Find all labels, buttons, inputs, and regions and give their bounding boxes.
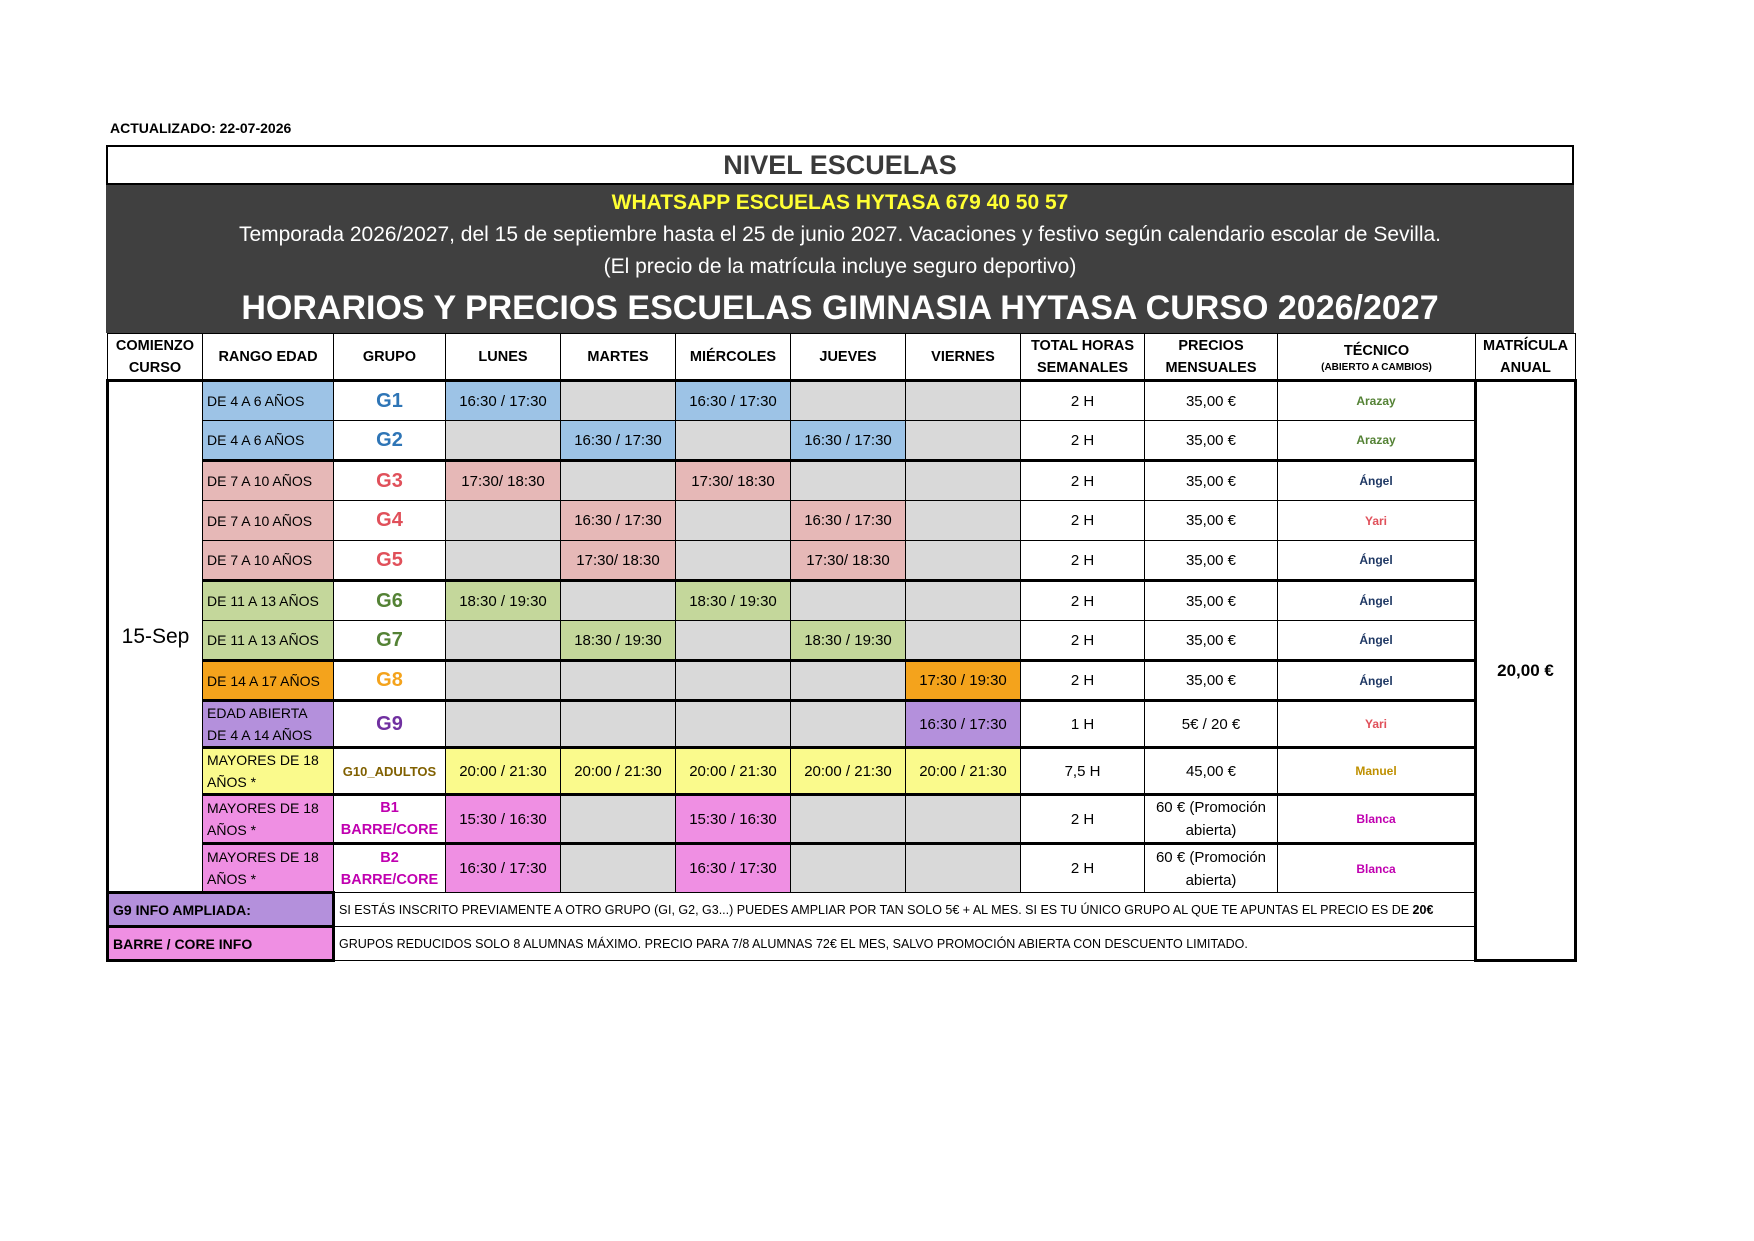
schedule-viernes: 17:30 / 19:30 [906,661,1021,701]
monthly-price [1145,381,1278,421]
schedule-lunes [446,621,561,661]
age-range [203,421,334,461]
schedule-martes: 16:30 / 17:30 [561,421,676,461]
weekly-hours: 2 H [1021,421,1145,461]
group-name [334,581,446,621]
line: 35,00 € [1185,512,1237,529]
table-row [108,581,1576,621]
monthly-price [1145,461,1278,501]
coach-name: Manuel [1278,748,1476,795]
info-text-body: GRUPOS REDUCIDOS SOLO 8 ALUMNAS MÁXIMO. PRECIO PARA 7/8 ALUMNAS 72€ EL MES, SALVO PROMOCIÓN ABIERTA CON DESCUENTO LIMITADO. [339,936,1248,951]
line: AÑOS * [207,774,257,790]
info-text-highlight: 20€ [1412,902,1434,917]
line: DE 7 A 10 AÑOS [207,473,313,489]
coach-name: Ángel [1278,581,1476,621]
monthly-price [1145,701,1278,748]
header-banner [106,185,1574,333]
table-row [108,461,1576,501]
schedule-miercoles: 16:30 / 17:30 [676,844,791,893]
weekly-hours: 2 H [1021,461,1145,501]
monthly-price [1145,748,1278,795]
schedule-lunes [446,541,561,581]
schedule-miercoles [676,621,791,661]
line: G3 [376,469,403,492]
schedule-miercoles [676,701,791,748]
line: MAYORES DE 18 [207,849,319,865]
weekly-hours: 7,5 H [1021,748,1145,795]
header-martes: MARTES [561,334,676,381]
age-range [203,541,334,581]
course-start-date: 15-Sep [108,381,203,893]
schedule-viernes: 16:30 / 17:30 [906,701,1021,748]
table-row [108,844,1576,893]
schedule-miercoles [676,661,791,701]
table-row [108,621,1576,661]
group-name [334,844,446,893]
line: 5€ / 20 € [1181,715,1241,733]
coach-name: Ángel [1278,621,1476,661]
schedule-lunes [446,701,561,748]
schedule-miercoles [676,421,791,461]
line: AÑOS * [207,871,257,887]
schedule-jueves [791,795,906,844]
schedule-lunes: 16:30 / 17:30 [446,381,561,421]
age-range [203,501,334,541]
header-jueves: JUEVES [791,334,906,381]
group-name [334,661,446,701]
weekly-hours: 2 H [1021,621,1145,661]
schedule-jueves: 20:00 / 21:30 [791,748,906,795]
whatsapp-contact: WHATSAPP ESCUELAS HYTASA 679 40 50 57 [611,191,1069,214]
group-name [334,501,446,541]
schedule-viernes [906,581,1021,621]
weekly-hours: 2 H [1021,381,1145,421]
header-lunes: LUNES [446,334,561,381]
schedule-miercoles: 15:30 / 16:30 [676,795,791,844]
schedule-jueves: 18:30 / 19:30 [791,621,906,661]
line: DE 4 A 6 AÑOS [207,432,305,448]
schedule-martes [561,581,676,621]
group-name [334,421,446,461]
monthly-price [1145,501,1278,541]
line: G2 [376,428,403,451]
monthly-price [1145,795,1278,844]
header-row [108,334,1576,381]
schedule-table [106,333,1577,962]
info-label: G9 INFO AMPLIADA: [108,893,334,927]
age-range [203,581,334,621]
schedule-lunes: 17:30/ 18:30 [446,461,561,501]
schedule-viernes [906,501,1021,541]
schedule-viernes: 20:00 / 21:30 [906,748,1021,795]
schedule-lunes [446,661,561,701]
age-range [203,461,334,501]
weekly-hours: 2 H [1021,581,1145,621]
line: BARRE/CORE [340,871,439,888]
info-row [108,927,1576,961]
enrollment-note: (El precio de la matrícula incluye seguro deportivo) [603,255,1077,278]
monthly-price [1145,844,1278,893]
group-name [334,795,446,844]
line: MAYORES DE 18 [207,800,319,816]
info-text [334,893,1476,927]
line: 35,00 € [1185,551,1237,569]
schedule-lunes [446,421,561,461]
schedule-martes: 16:30 / 17:30 [561,501,676,541]
coach-name: Ángel [1278,461,1476,501]
monthly-price [1145,541,1278,581]
line: G6 [376,589,403,612]
schedule-martes [561,381,676,421]
line: DE 7 A 10 AÑOS [207,512,313,529]
table-row [108,701,1576,748]
group-name [334,461,446,501]
schedule-miercoles [676,541,791,581]
coach-name: Ángel [1278,661,1476,701]
header-precios: PRECIOS MENSUALES [1145,334,1278,381]
monthly-price [1145,661,1278,701]
schedule-lunes [446,501,561,541]
schedule-viernes [906,421,1021,461]
line: BARRE/CORE [340,822,439,838]
schedule-martes [561,844,676,893]
schedule-jueves [791,844,906,893]
group-name [334,748,446,795]
table-row [108,421,1576,461]
group-name [334,541,446,581]
schedule-viernes [906,461,1021,501]
annual-enrollment-fee: 20,00 € [1476,381,1576,961]
header-tecnico-note: (ABIERTO A CAMBIOS) [1321,361,1432,373]
info-label: BARRE / CORE INFO [108,927,334,961]
weekly-hours: 2 H [1021,795,1145,844]
header-rango-edad: RANGO EDAD [203,334,334,381]
schedule-jueves: 16:30 / 17:30 [791,421,906,461]
schedule-miercoles: 20:00 / 21:30 [676,748,791,795]
line: G1 [376,389,403,412]
monthly-price [1145,421,1278,461]
schedule-viernes [906,844,1021,893]
schedule-viernes [906,621,1021,661]
age-range [203,381,334,421]
table-row [108,501,1576,541]
schedule-martes: 18:30 / 19:30 [561,621,676,661]
weekly-hours: 2 H [1021,844,1145,893]
line: G10_ADULTOS [342,763,437,779]
group-name [334,621,446,661]
line: 35,00 € [1185,392,1237,410]
line: 35,00 € [1185,472,1237,490]
weekly-hours: 2 H [1021,661,1145,701]
header-grupo: GRUPO [334,334,446,381]
line: 35,00 € [1185,631,1237,649]
table-row [108,795,1576,844]
schedule-viernes [906,795,1021,844]
schedule-martes [561,701,676,748]
info-text-body: SI ESTÁS INSCRITO PREVIAMENTE A OTRO GRUPO (GI, G2, G3...) PUEDES AMPLIAR POR TAN SOLO 5€ + AL MES. SI ES TU ÚNICO GRUPO AL QUE TE APUNTAS EL PRECIO ES DE [339,902,1413,917]
schedule-martes [561,661,676,701]
group-name [334,701,446,748]
schedule-martes: 17:30/ 18:30 [561,541,676,581]
table-row [108,541,1576,581]
line: G8 [376,669,403,691]
schedule-jueves [791,461,906,501]
schedule-martes [561,795,676,844]
schedule-lunes: 20:00 / 21:30 [446,748,561,795]
table-row [108,381,1576,421]
schedule-jueves [791,661,906,701]
schedule-martes [561,461,676,501]
coach-name: Arazay [1278,421,1476,461]
line: DE 11 A 13 AÑOS [207,593,319,609]
schedule-miercoles: 16:30 / 17:30 [676,381,791,421]
weekly-hours: 2 H [1021,501,1145,541]
coach-name: Ángel [1278,541,1476,581]
info-row [108,893,1576,927]
line: 60 € (Promoción [1155,848,1267,866]
line: AÑOS * [207,822,257,838]
age-range [203,795,334,844]
schedule-miercoles: 18:30 / 19:30 [676,581,791,621]
line: B1 [380,800,399,816]
header-total-horas: TOTAL HORAS SEMANALES [1021,334,1145,381]
schedule-viernes [906,541,1021,581]
header-comienzo: COMIENZO CURSO [108,334,203,381]
header-miercoles: MIÉRCOLES [676,334,791,381]
coach-name: Arazay [1278,381,1476,421]
schedule-jueves [791,581,906,621]
line: 35,00 € [1185,672,1237,689]
schedule-jueves: 17:30/ 18:30 [791,541,906,581]
schedule-jueves [791,701,906,748]
schedule-viernes [906,381,1021,421]
main-title: HORARIOS Y PRECIOS ESCUELAS GIMNASIA HYTASA CURSO 2026/2027 [241,289,1439,327]
weekly-hours: 2 H [1021,541,1145,581]
line: DE 7 A 10 AÑOS [207,552,313,568]
group-name [334,381,446,421]
line: 35,00 € [1185,592,1237,610]
schedule-martes: 20:00 / 21:30 [561,748,676,795]
line: DE 4 A 6 AÑOS [207,393,305,409]
info-text [334,927,1476,961]
age-range [203,621,334,661]
coach-name: Yari [1278,701,1476,748]
header-tecnico: TÉCNICO (ABIERTO A CAMBIOS) [1278,334,1476,381]
monthly-price [1145,621,1278,661]
line: 60 € (Promoción [1155,799,1267,816]
line: G7 [376,628,403,651]
coach-name: Blanca [1278,795,1476,844]
age-range [203,844,334,893]
line: MAYORES DE 18 [207,752,319,768]
line: G5 [376,548,403,571]
table-row [108,748,1576,795]
age-range [203,748,334,795]
schedule-miercoles: 17:30/ 18:30 [676,461,791,501]
line: abierta) [1185,822,1237,839]
line: B2 [380,849,399,866]
schedule-lunes: 16:30 / 17:30 [446,844,561,893]
weekly-hours: 1 H [1021,701,1145,748]
line: G9 [376,712,403,735]
schedule-jueves: 16:30 / 17:30 [791,501,906,541]
schedule-lunes: 18:30 / 19:30 [446,581,561,621]
line: abierta) [1185,871,1237,889]
line: DE 11 A 13 AÑOS [207,632,319,648]
monthly-price [1145,581,1278,621]
header-matricula: MATRÍCULA ANUAL [1476,334,1576,381]
schedule-lunes: 15:30 / 16:30 [446,795,561,844]
age-range [203,701,334,748]
line: EDAD ABIERTA [207,705,308,721]
table-row [108,661,1576,701]
line: 35,00 € [1185,431,1237,449]
coach-name: Yari [1278,501,1476,541]
header-viernes: VIERNES [906,334,1021,381]
season-info: Temporada 2026/2027, del 15 de septiembre hasta el 25 de junio 2027. Vacaciones y festivo según calendario escolar de Sevilla. [238,223,1442,246]
coach-name: Blanca [1278,844,1476,893]
schedule-jueves [791,381,906,421]
updated-date: ACTUALIZADO: 22-07-2026 [110,120,292,136]
line: DE 4 A 14 AÑOS [207,727,313,743]
line: G4 [376,509,403,531]
line: 45,00 € [1185,762,1237,780]
line: DE 14 A 17 AÑOS [207,672,320,689]
schedule-miercoles [676,501,791,541]
age-range [203,661,334,701]
level-title: NIVEL ESCUELAS [106,145,1574,185]
